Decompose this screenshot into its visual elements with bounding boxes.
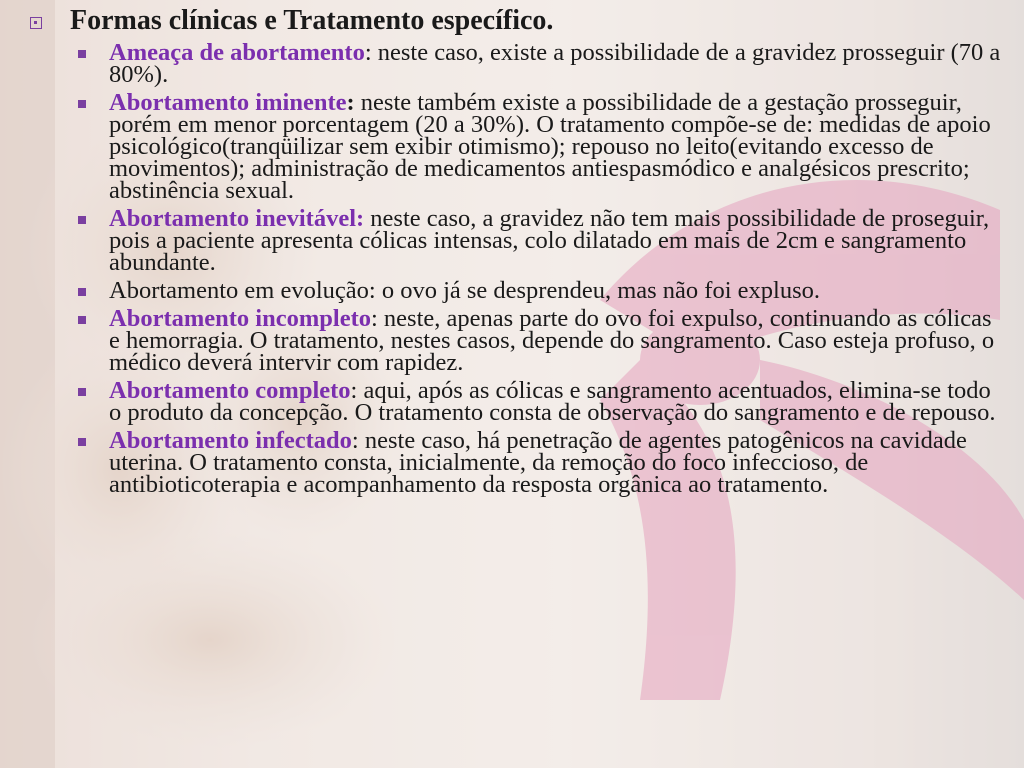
item-separator: : xyxy=(350,377,358,404)
item-text: aqui, após as cólicas e sangramento acentuados, elimina-se todo o produto da concepção. O tratamento consta de observação do sangramento e de repouso. xyxy=(109,377,996,426)
item-separator: : xyxy=(346,89,355,116)
list-item xyxy=(78,89,1008,204)
item-text: Abortamento em evolução: o ovo já se desprendeu, mas não foi expluso. xyxy=(109,277,820,304)
bullet-square-icon xyxy=(78,100,86,108)
item-term: Abortamento iminente xyxy=(109,89,347,116)
item-text: neste, apenas parte do ovo foi expulso, continuando as cólicas e hemorragia. O tratamento, nestes casos, depende do sangramento. Caso esteja profuso, o médico deverá intervir com rapidez. xyxy=(109,305,995,376)
item-text: neste também existe a possibilidade de a gestação prosseguir, porém em menor porcentagem (20 a 30%). O tratamento compõe-se de: medidas de apoio psicológico(tranqüilizar sem exibir otimismo); repouso no leito(evitando excesso de movimentos); administração de medicamentos antiespasmódico e analgésicos prescrito; abstinência sexual. xyxy=(109,89,991,204)
item-term: Abortamento incompleto xyxy=(109,305,371,332)
item-text: neste caso, existe a possibilidade de a gravidez prosseguir (70 a 80%). xyxy=(109,39,1001,88)
bullet-square-icon xyxy=(78,50,86,58)
item-separator: : xyxy=(351,427,359,454)
bullet-list xyxy=(78,39,1008,502)
square-bullet-icon xyxy=(30,17,42,29)
title-row xyxy=(30,4,1010,38)
bullet-square-icon xyxy=(78,288,86,296)
slide-title: Formas clínicas e Tratamento específico. xyxy=(70,5,554,36)
bullet-square-icon xyxy=(78,438,86,446)
item-term: Ameaça de abortamento xyxy=(109,39,365,66)
item-separator: : xyxy=(364,39,372,66)
bullet-square-icon xyxy=(78,316,86,324)
list-item xyxy=(78,305,1008,376)
list-item xyxy=(78,427,1008,498)
item-term: Abortamento inevitável: xyxy=(109,205,365,232)
item-term: Abortamento completo xyxy=(109,377,351,404)
list-item xyxy=(78,205,1008,276)
list-item xyxy=(78,39,1008,88)
item-text: neste caso, a gravidez não tem mais possibilidade de proseguir, pois a paciente apresenta cólicas intensas, colo dilatado em mais de 2cm e sangramento abundante. xyxy=(109,205,990,276)
bullet-square-icon xyxy=(78,388,86,396)
item-text: neste caso, há penetração de agentes patogênicos na cavidade uterina. O tratamento consta, inicialmente, da remoção do foco infeccioso, de antibioticoterapia e acompanhamento da resposta orgânica ao tratamento. xyxy=(109,427,967,498)
item-separator: : xyxy=(370,305,378,332)
item-term: Abortamento infectado xyxy=(109,427,352,454)
list-item xyxy=(78,277,1008,304)
list-item xyxy=(78,377,1008,426)
bullet-square-icon xyxy=(78,216,86,224)
